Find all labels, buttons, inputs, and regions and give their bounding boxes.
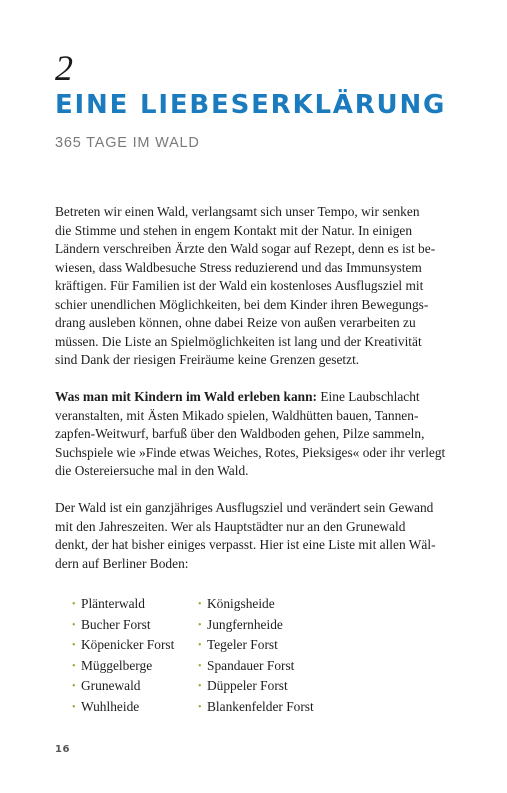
text-line: Der Wald ist ein ganzjähriges Ausflugsziel und verändert sein Gewand	[55, 500, 434, 515]
forest-name: Blankenfelder Forst	[207, 698, 314, 714]
bullet-icon: •	[72, 701, 76, 713]
paragraph-lead: Was man mit Kindern im Wald erleben kann:	[55, 389, 318, 404]
chapter-title: EINE LIEBESERKLÄRUNG	[55, 90, 447, 120]
list-item	[198, 677, 314, 698]
bullet-icon: •	[72, 619, 76, 631]
bullet-icon: •	[198, 599, 202, 610]
list-item	[72, 677, 198, 698]
text-line: Suchspiele wie »Finde etwas Weiches, Rotes, Pieksiges« oder ihr verlegt	[55, 444, 446, 460]
text-line: zapfen-Weitwurf, barfuß über den Waldboden gehen, Pilze sammeln,	[55, 426, 425, 441]
list-item	[198, 616, 314, 637]
forest-name: Königsheide	[207, 596, 275, 611]
forest-list-right	[198, 595, 314, 718]
forest-lists	[72, 595, 314, 718]
body-text	[55, 203, 457, 592]
bullet-icon: •	[72, 640, 76, 651]
paragraph-forests	[55, 499, 457, 573]
bullet-icon: •	[198, 701, 202, 713]
forest-name: Wuhlheide	[81, 698, 140, 714]
forest-name: Grunewald	[81, 678, 141, 693]
text-line: die Stimme und stehen in engem Kontakt mit der Natur. In einigen	[55, 222, 413, 238]
bullet-icon: •	[198, 681, 202, 692]
page-number: 16	[55, 744, 70, 755]
forest-name: Düppeler Forst	[207, 678, 288, 693]
text-line: wiesen, dass Waldbesuche Stress reduzierend und das Immunsystem	[55, 259, 422, 275]
list-item	[72, 636, 198, 657]
list-item	[72, 595, 198, 616]
bullet-icon: •	[198, 640, 202, 651]
text-line: denkt, der hat bisher einiges verpasst. Hier ist eine Liste mit allen Wäl-	[55, 537, 436, 552]
list-item	[72, 657, 198, 678]
list-item	[198, 657, 314, 678]
list-item	[72, 616, 198, 637]
forest-list-left	[72, 595, 198, 718]
text-line: drang ausleben können, ohne dabei Reize von außen verarbeiten zu	[55, 315, 416, 330]
bullet-icon: •	[72, 599, 76, 610]
forest-name: Tegeler Forst	[207, 637, 278, 652]
forest-name: Plänterwald	[81, 596, 145, 611]
chapter-subtitle: 365 TAGE IM WALD	[55, 135, 200, 151]
bullet-icon: •	[72, 660, 76, 672]
bullet-icon: •	[72, 681, 76, 692]
list-item	[198, 698, 314, 719]
paragraph-intro	[55, 203, 457, 370]
text-line: Betreten wir einen Wald, verlangsamt sich unser Tempo, wir senken	[55, 204, 420, 219]
text-line	[55, 388, 457, 407]
text-line: kräftigen. Für Familien ist der Wald ein kostenloses Ausflugsziel mit	[55, 278, 424, 293]
forest-name: Bucher Forst	[81, 616, 151, 632]
forest-name: Spandauer Forst	[207, 657, 295, 673]
text-line: mit den Jahreszeiten. Wer als Hauptstädter nur an den Grunewald	[55, 518, 406, 534]
text-line: schier unendlichen Möglichkeiten, bei dem Kinder ihren Bewegungs-	[55, 296, 429, 312]
text-line: veranstalten, mit Ästen Mikado spielen, Waldhütten bauen, Tannen-	[55, 407, 419, 423]
text-fragment: Eine Laubschlacht	[317, 389, 420, 404]
list-item	[72, 698, 198, 719]
text-line: müssen. Die Liste an Spielmöglichkeiten ist lang und der Kreativität	[55, 333, 422, 349]
list-item	[198, 636, 314, 657]
paragraph-activities	[55, 388, 457, 481]
text-line: Ländern verschreiben Ärzte den Wald sogar auf Rezept, denn es ist be-	[55, 241, 436, 256]
text-line: die Ostereiersuche mal in den Wald.	[55, 463, 249, 478]
text-line: sind Dank der riesigen Freiräume keine Grenzen gesetzt.	[55, 352, 360, 367]
chapter-number: 2	[55, 48, 73, 88]
bullet-icon: •	[198, 660, 202, 672]
list-item	[198, 595, 314, 616]
forest-name: Jungfernheide	[207, 616, 283, 632]
text-line: dern auf Berliner Boden:	[55, 555, 189, 571]
forest-name: Müggelberge	[81, 657, 153, 673]
bullet-icon: •	[198, 619, 202, 631]
forest-name: Köpenicker Forst	[81, 637, 175, 652]
